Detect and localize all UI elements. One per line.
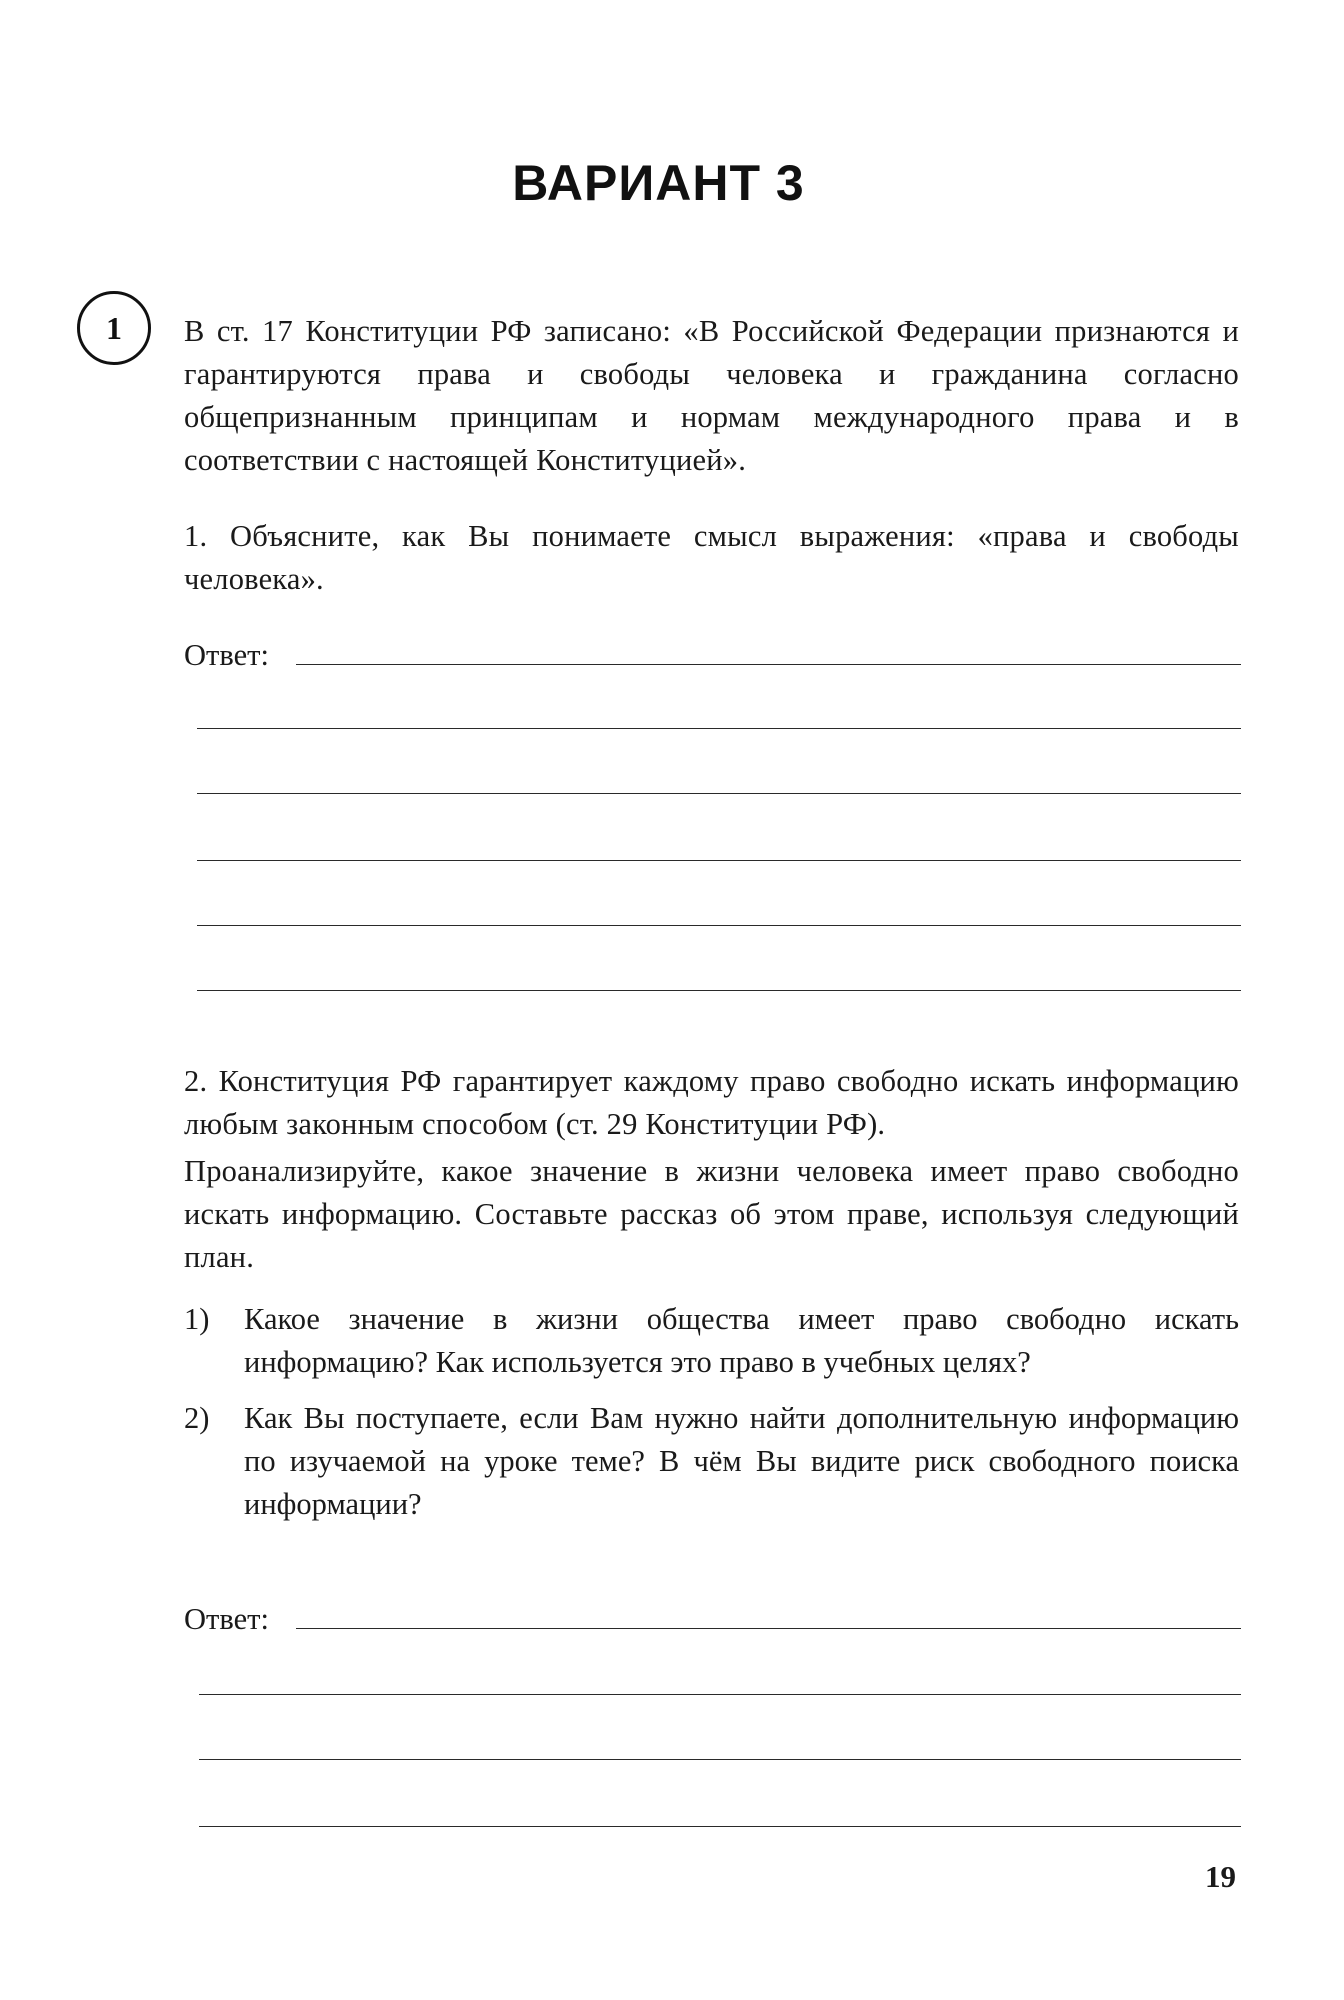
- question-2-text: 2. Конституция РФ гарантирует каждому право свободно искать информацию любым законным способом (ст. 29 Конституции РФ).: [184, 1064, 1239, 1141]
- answer-line[interactable]: [296, 664, 1241, 665]
- question-2-instructions: Проанализируйте, какое значение в жизни человека имеет право свободно искать информацию. Составьте рассказ об этом праве, используя следующий план.: [184, 1154, 1239, 1274]
- task-number-badge: [77, 291, 151, 365]
- answer-line[interactable]: [197, 990, 1241, 991]
- question-1: [184, 515, 1239, 601]
- answer-line[interactable]: [296, 1628, 1241, 1629]
- answer-line[interactable]: [199, 1826, 1241, 1827]
- answer-label-1: Ответ:: [184, 638, 269, 672]
- answer-line[interactable]: [197, 793, 1241, 794]
- plan-item-text: Какое значение в жизни общества имеет право свободно искать информацию? Как используется это право в учебных целях?: [244, 1302, 1239, 1379]
- answer-line[interactable]: [197, 925, 1241, 926]
- task-number: 1: [106, 309, 122, 346]
- plan-item-number: 2): [184, 1401, 210, 1435]
- answer-line[interactable]: [197, 860, 1241, 861]
- question-1-text: 1. Объясните, как Вы понимаете смысл выражения: «права и свободы человека».: [184, 519, 1239, 596]
- intro-text: В ст. 17 Конституции РФ записано: «В Российской Федерации признаются и гарантируются права и свободы человека и гражданина согласно общепризнанным принципам и нормам международного права и в соответствии с настоящей Конституцией».: [184, 314, 1239, 477]
- question-2: [184, 1060, 1239, 1279]
- answer-label-2: Ответ:: [184, 1602, 269, 1636]
- page-title: ВАРИАНТ 3: [512, 155, 805, 211]
- page-number: 19: [1205, 1859, 1236, 1894]
- answer-line[interactable]: [197, 728, 1241, 729]
- plan-list: [184, 1298, 1239, 1539]
- plan-item-number: 1): [184, 1302, 210, 1336]
- plan-item: [184, 1397, 1239, 1526]
- answer-line[interactable]: [199, 1759, 1241, 1760]
- answer-line[interactable]: [199, 1694, 1241, 1695]
- plan-item-text: Как Вы поступаете, если Вам нужно найти дополнительную информацию по изучаемой на уроке теме? В чём Вы видите риск свободного поиска информации?: [244, 1401, 1239, 1521]
- task-intro: [184, 310, 1239, 482]
- plan-item: [184, 1298, 1239, 1384]
